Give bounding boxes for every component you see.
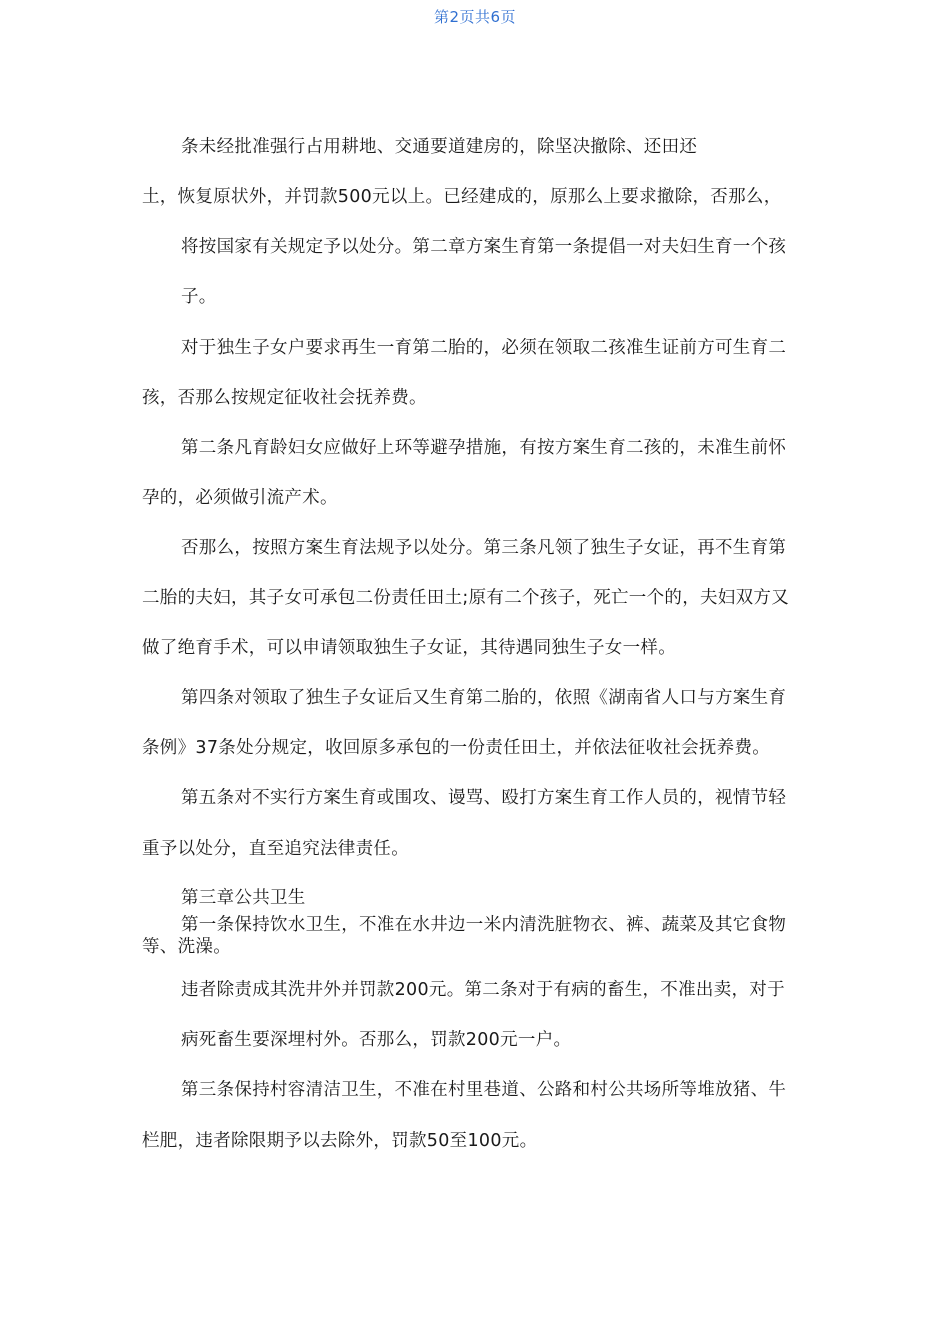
- text-line: 条例》37条处分规定，收回原多承包的一份责任田土，并依法征收社会抚养费。: [142, 738, 771, 758]
- section-heading: 第三章公共卫生: [181, 888, 306, 908]
- text-line: 重予以处分，直至追究法律责任。: [142, 839, 409, 859]
- text-line: 孩，否那么按规定征收社会抚养费。: [142, 388, 427, 408]
- text-line: 违者除责成其洗井外并罚款200元。第二条对于有病的畜生，不准出卖，对于: [181, 980, 785, 1000]
- text-line: 第四条对领取了独生子女证后又生育第二胎的，依照《湖南省人口与方案生育: [181, 688, 787, 708]
- text-line: 孕的，必须做引流产术。: [142, 488, 338, 508]
- text-line: 第二条凡育龄妇女应做好上环等避孕措施，有按方案生育二孩的，未准生前怀: [181, 438, 787, 458]
- text-line: 条未经批准强行占用耕地、交通要道建房的，除坚决撤除、还田还: [181, 137, 698, 157]
- text-line: 第五条对不实行方案生育或围攻、谩骂、殴打方案生育工作人员的，视情节轻: [181, 788, 787, 808]
- text-line: 做了绝育手术，可以申请领取独生子女证，其待遇同独生子女一样。: [142, 638, 676, 658]
- text-line: 子。: [181, 287, 217, 307]
- text-line: 等、洗澡。: [142, 937, 231, 957]
- page-indicator: 第2页共6页: [433, 8, 517, 26]
- text-line: 对于独生子女户要求再生一育第二胎的，必须在领取二孩准生证前方可生育二: [181, 338, 787, 358]
- text-line: 第三条保持村容清洁卫生，不准在村里巷道、公路和村公共场所等堆放猪、牛: [181, 1080, 787, 1100]
- text-line: 土，恢复原状外，并罚款500元以上。已经建成的，原那么上要求撤除，否那么，: [142, 187, 782, 207]
- text-line: 将按国家有关规定予以处分。第二章方案生育第一条提倡一对夫妇生育一个孩: [181, 237, 787, 257]
- text-line: 病死畜生要深埋村外。否那么，罚款200元一户。: [181, 1030, 572, 1050]
- text-line: 二胎的夫妇，其子女可承包二份责任田土;原有二个孩子，死亡一个的，夫妇双方又: [142, 588, 789, 608]
- text-line: 栏肥，违者除限期予以去除外，罚款50至100元。: [142, 1131, 538, 1151]
- text-line: 第一条保持饮水卫生，不准在水井边一米内清洗脏物衣、裤、蔬菜及其它食物: [181, 915, 787, 935]
- text-line: 否那么，按照方案生育法规予以处分。第三条凡领了独生子女证，再不生育第: [181, 538, 787, 558]
